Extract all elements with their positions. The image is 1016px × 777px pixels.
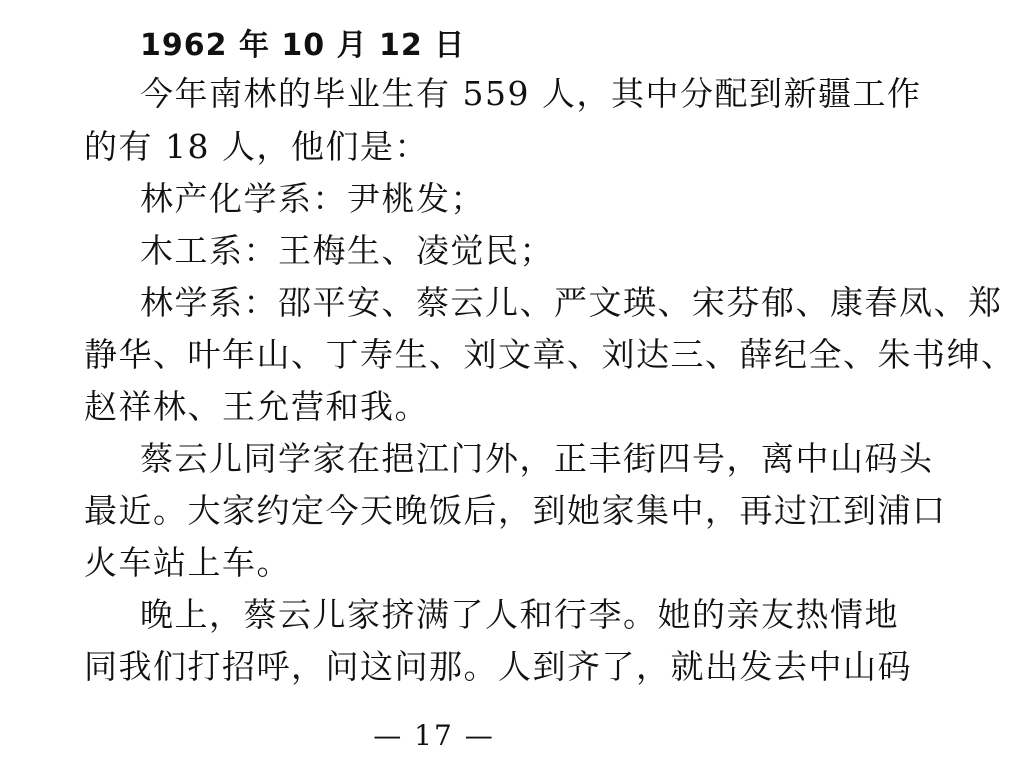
text-line: 晚上，蔡云儿家挤满了人和行李。她的亲友热情地 <box>140 595 899 634</box>
text-line: 林学系：邵平安、蔡云儿、严文瑛、宋芬郁、康春凤、郑 <box>140 283 1003 322</box>
text-line: 火车站上车。 <box>84 543 291 582</box>
date-heading: 1962 年 10 月 12 日 <box>140 28 466 63</box>
text-line: 木工系：王梅生、凌觉民； <box>140 231 554 270</box>
text-line: 蔡云儿同学家在挹江门外，正丰街四号，离中山码头 <box>140 439 934 478</box>
page-number: — 17 — <box>373 719 495 752</box>
text-line: 林产化学系：尹桃发； <box>140 179 485 218</box>
text-line: 同我们打招呼，问这问那。人到齐了，就出发去中山码 <box>84 647 912 686</box>
text-line: 静华、叶年山、丁寿生、刘文章、刘达三、薛纪全、朱书绅、 <box>84 335 1016 374</box>
text-line: 最近。大家约定今天晚饭后，到她家集中，再过江到浦口 <box>84 491 947 530</box>
text-line: 赵祥林、王允营和我。 <box>84 387 429 426</box>
text-line: 的有 18 人，他们是： <box>84 127 429 166</box>
text-line: 今年南林的毕业生有 559 人，其中分配到新疆工作 <box>140 74 922 113</box>
